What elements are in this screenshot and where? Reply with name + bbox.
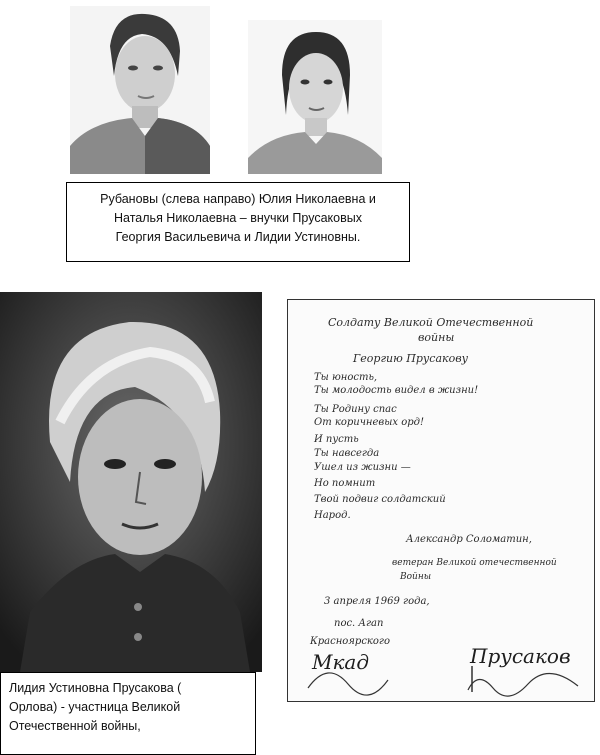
- letter-line: Ты юность,: [314, 372, 378, 383]
- letter-line: ветеран Великой отечественной: [392, 558, 557, 568]
- portrait-natalia: [248, 20, 382, 174]
- letter-line: И пусть: [314, 434, 359, 445]
- caption-line: Лидия Устиновна Прусакова (: [9, 681, 182, 695]
- letter-line: Ты молодость видел в жизни!: [314, 385, 479, 396]
- portrait-lidia: [0, 292, 262, 672]
- letter-line: Народ.: [314, 510, 351, 521]
- letter-line: Твой подвиг солдатский: [314, 494, 446, 505]
- letter-line: Красноярского: [310, 636, 390, 647]
- letter-line: 3 апреля 1969 года,: [324, 596, 430, 607]
- letter-line: пос. Агап: [334, 618, 384, 629]
- letter-line: Но помнит: [314, 478, 376, 489]
- caption-line: Наталья Николаевна – внучки Прусаковых: [114, 211, 362, 225]
- handwritten-poem: [287, 299, 595, 702]
- letter-line: Ты навсегда: [314, 448, 380, 459]
- letter-line: Ты Родину спас: [314, 404, 397, 415]
- caption-line: Отечественной войны,: [9, 719, 141, 733]
- signature-scribble: [288, 640, 594, 700]
- caption-line: Орлова) - участница Великой: [9, 700, 181, 714]
- letter-line: От коричневых орд!: [314, 417, 424, 428]
- caption-lidia: [0, 672, 256, 755]
- portrait-julia: [70, 6, 210, 174]
- caption-granddaughters: [66, 182, 410, 262]
- letter-line: Александр Соломатин,: [406, 534, 532, 545]
- caption-line: Рубановы (слева направо) Юлия Николаевна и: [100, 192, 376, 206]
- letter-line: Георгию Прусакову: [353, 352, 468, 365]
- signature-left: Мкад: [312, 650, 370, 674]
- letter-line: войны: [418, 331, 455, 344]
- letter-line: Ушел из жизни —: [314, 462, 411, 473]
- caption-line: Георгия Васильевича и Лидии Устиновны.: [115, 230, 361, 244]
- signature-right: Прусаков: [470, 644, 571, 668]
- letter-line: Войны: [400, 572, 432, 582]
- letter-line: Солдату Великой Отечественной: [328, 316, 534, 329]
